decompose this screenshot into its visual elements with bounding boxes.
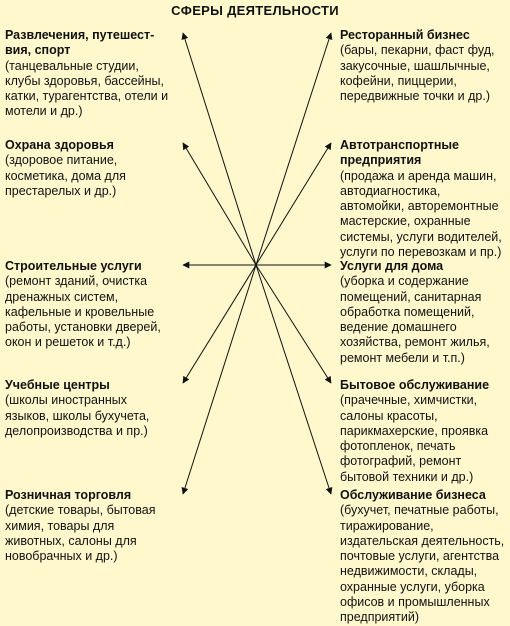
category-automotive xyxy=(340,138,510,260)
category-training xyxy=(5,378,185,439)
category-restaurant xyxy=(340,28,510,104)
category-description: (детские товары, бытовая химия, товары для животных, салоны для новобрачных и др.) xyxy=(5,503,156,564)
category-description: (ремонт зданий, очистка дренажных систем, кафельные и кровельные работы, установки дверей, окон и решеток и т.д.) xyxy=(5,274,161,350)
category-retail xyxy=(5,488,185,564)
category-heading: Розничная торговля xyxy=(5,488,132,502)
category-business-services xyxy=(340,488,510,626)
category-description: (танцевальные студии, клубы здоровья, бассейны, катки, турагентства, отели и мотели и др.) xyxy=(5,58,169,119)
connector-arrow-right-4 xyxy=(256,265,331,494)
connector-arrow-right-3 xyxy=(256,265,331,383)
category-heading: Автотранспортные предприятия xyxy=(340,138,459,168)
category-health xyxy=(5,138,185,199)
category-heading: Ресторанный бизнес xyxy=(340,28,470,42)
category-heading: Услуги для дома xyxy=(340,259,444,273)
category-heading: Обслуживание бизнеса xyxy=(340,488,486,502)
diagram-title: СФЕРЫ ДЕЯТЕЛЬНОСТИ xyxy=(171,3,339,18)
category-description: (бухучет, печатные работы, тиражирование, издательская деятельность, почтовые услуги, агентства недвижимости, склады, охранные услуги, уборка офисов и промышленных предприятий) xyxy=(340,503,505,625)
category-entertainment xyxy=(5,28,185,120)
category-description: (школы иностранных языков, школы бухучета, делопроизводства и пр.) xyxy=(5,393,150,438)
category-description: (бары, пекарни, фаст фуд, закусочные, шашлычные, кофейни, пиццерии, передвижные точки и др.) xyxy=(340,43,495,104)
connector-arrow-left-0 xyxy=(183,33,256,265)
connector-arrow-left-3 xyxy=(183,265,256,383)
connector-arrow-left-1 xyxy=(183,143,256,265)
category-home-services xyxy=(340,259,510,366)
category-heading: Бытовое обслуживание xyxy=(340,378,490,392)
category-description: (прачечные, химчистки, салоны красоты, парикмахерские, проявка фотопленок, печать фотографий, ремонт бытовой техники и др.) xyxy=(340,393,489,484)
category-description: (продажа и аренда машин, автодиагностика, автомойки, авторемонтные мастерские, охранные системы, услуги водителей, услуги по перевозкам и пр.) xyxy=(340,168,502,260)
category-heading: Учебные центры xyxy=(5,378,110,392)
category-description: (уборка и содержание помещений, санитарная обработка помещений, ведение домашнего хозяйства, ремонт жилья, ремонт мебели и т.п.) xyxy=(340,274,490,365)
connector-arrow-right-1 xyxy=(256,143,331,265)
connector-arrow-left-4 xyxy=(183,265,256,494)
connector-arrow-right-0 xyxy=(256,33,331,265)
category-heading: Строительные услуги xyxy=(5,259,142,273)
category-heading: Развлечения, путешест- вия, спорт xyxy=(5,28,155,58)
category-household-services xyxy=(340,378,510,485)
category-heading: Охрана здоровья xyxy=(5,138,114,152)
category-description: (здоровое питание, косметика, дома для престарелых и др.) xyxy=(5,153,126,198)
category-construction xyxy=(5,259,185,351)
